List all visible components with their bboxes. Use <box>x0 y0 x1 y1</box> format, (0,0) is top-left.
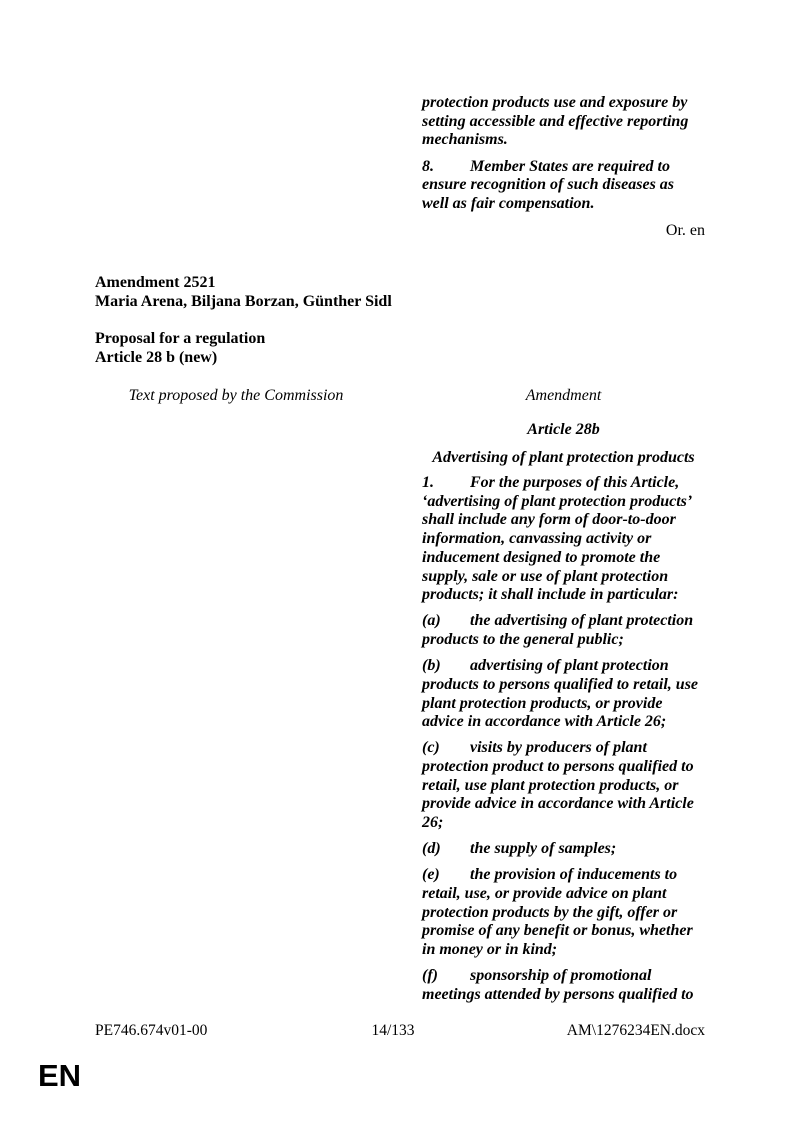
paragraph-b <box>422 657 712 732</box>
text-line <box>422 549 712 568</box>
language-badge: EN <box>38 1058 82 1093</box>
line-text: the supply of samples; <box>470 840 617 858</box>
line-text: provide advice in accordance with Article <box>422 795 694 813</box>
text-line <box>422 511 712 530</box>
line-text: retail, use plant protection products, or <box>422 776 679 794</box>
line-text: shall include any form of door-to-door <box>422 511 676 529</box>
text-line <box>422 530 712 549</box>
line-text: For the purposes of this Article, <box>470 474 680 491</box>
line-text: products to the general public; <box>422 631 624 649</box>
line-text: well as fair compensation. <box>422 194 595 212</box>
text-line <box>422 493 712 512</box>
text-line <box>422 474 712 493</box>
paragraph-continued <box>422 94 712 150</box>
paragraph-number: (e) <box>422 866 440 884</box>
article-body <box>422 474 712 1012</box>
text-line <box>422 113 712 132</box>
article-heading: Advertising of plant protection products <box>432 449 695 466</box>
article-reference: Article 28 b (new) <box>95 348 218 366</box>
paragraph-8 <box>422 158 712 214</box>
line-text: plant protection products, or provide <box>422 694 663 712</box>
paragraph-number: (b) <box>422 657 441 675</box>
text-line <box>422 176 712 195</box>
footer-page-number: 14/133 <box>371 1022 415 1039</box>
line-text: 26; <box>422 814 444 832</box>
line-text: Member States are required to <box>470 157 670 175</box>
paragraph-c <box>422 739 712 833</box>
amendment-heading <box>95 274 392 311</box>
column-header-commission: Text proposed by the Commission <box>128 387 344 404</box>
text-line <box>422 676 712 695</box>
text-line <box>422 657 712 676</box>
paragraph-f <box>422 967 712 1004</box>
line-text: products; it shall include in particular: <box>422 586 679 604</box>
text-line <box>422 158 712 177</box>
text-line <box>422 986 712 1005</box>
line-text: promise of any benefit or bonus, whether <box>422 922 693 940</box>
text-line <box>422 967 712 986</box>
text-line <box>422 631 712 650</box>
line-text: inducement designed to promote the <box>422 548 661 566</box>
line-text: advertising of plant protection <box>470 657 669 675</box>
line-text: ensure recognition of such diseases as <box>422 176 675 194</box>
proposal-title: Proposal for a regulation <box>95 330 266 347</box>
paragraph-number: (d) <box>422 840 441 858</box>
line-text: protection products by the gift, offer or <box>422 903 678 921</box>
line-text: protection product to persons qualified to <box>422 758 694 776</box>
line-text: products to persons qualified to retail, use <box>422 675 699 693</box>
paragraph-number: 1. <box>422 474 434 491</box>
text-line <box>422 568 712 587</box>
line-text: supply, sale or use of plant protection <box>422 567 669 585</box>
paragraph-number: 8. <box>422 157 434 175</box>
line-text: mechanisms. <box>422 131 508 149</box>
paragraph-number: (a) <box>422 612 441 630</box>
paragraph-number: (c) <box>422 739 440 757</box>
line-text: meetings attended by persons qualified to <box>422 985 694 1003</box>
paragraph-number: (f) <box>422 967 438 985</box>
line-text: the advertising of plant protection <box>470 612 694 630</box>
line-text: ‘advertising of plant protection products’ <box>422 492 693 510</box>
column-header-amendment: Amendment <box>525 387 602 404</box>
text-line <box>422 695 712 714</box>
paragraph-1 <box>422 474 712 605</box>
line-text: the provision of inducements to <box>470 866 678 884</box>
text-line <box>422 131 712 150</box>
text-line <box>422 586 712 605</box>
text-line <box>422 758 712 777</box>
text-line <box>422 795 712 814</box>
paragraph-d <box>422 840 712 859</box>
line-text: information, canvassing activity or <box>422 530 652 548</box>
line-text: advice in accordance with Article 26; <box>422 713 667 731</box>
text-line <box>422 922 712 941</box>
text-line <box>422 904 712 923</box>
text-line <box>422 94 712 113</box>
text-line <box>422 866 712 885</box>
text-line <box>422 840 712 859</box>
amendment-number: Amendment 2521 <box>95 274 216 291</box>
line-text: protection products use and exposure by <box>422 94 688 111</box>
text-line <box>422 612 712 631</box>
paragraph-e <box>422 866 712 960</box>
continued-amendment-text <box>422 94 712 221</box>
line-text: setting accessible and effective reporting <box>422 112 689 130</box>
footer-reference: PE746.674v01-00 <box>95 1022 208 1039</box>
original-language-marker: Or. en <box>665 222 705 239</box>
text-line <box>422 814 712 833</box>
line-text: retail, use, or provide advice on plant <box>422 885 667 903</box>
text-line <box>422 941 712 960</box>
amendment-authors: Maria Arena, Biljana Borzan, Günther Sidl <box>95 292 392 310</box>
text-line <box>422 195 712 214</box>
line-text: sponsorship of promotional <box>470 967 652 985</box>
line-text: visits by producers of plant <box>470 739 647 757</box>
paragraph-a <box>422 612 712 649</box>
footer-file-name: AM\1276234EN.docx <box>566 1022 705 1039</box>
text-line <box>422 713 712 732</box>
article-title: Article 28b <box>527 421 600 438</box>
text-line <box>422 739 712 758</box>
text-line <box>422 777 712 796</box>
line-text: in money or in kind; <box>422 941 558 959</box>
text-line <box>422 885 712 904</box>
proposal-reference <box>95 330 265 367</box>
